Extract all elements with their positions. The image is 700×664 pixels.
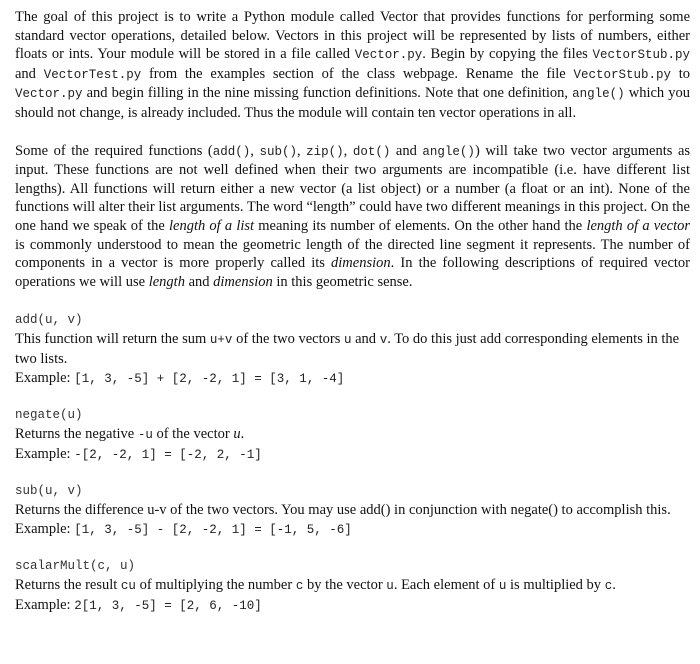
- intro-text: and begin filling in the nine missing function definitions. Note that one definition,: [82, 85, 573, 102]
- italic-term: length: [148, 273, 185, 290]
- body-text: in this geometric sense.: [272, 273, 413, 290]
- body-text: ) will take two vector arguments as input. These functions are not well defined when their two arguments are incompatible (i.e. have different list lengths). All functions will return either a new vector (a list object) or a number (a float or an int). None of the functions will alter their list arguments. The word “length” could have two different meanings in this project. On the one hand we speak of the: [15, 142, 691, 234]
- code-span: angle(): [422, 144, 475, 159]
- desc-text: Returns the negative: [15, 426, 138, 443]
- function-description: [15, 330, 690, 368]
- function-description: [15, 425, 690, 445]
- code-span: angle(): [572, 87, 625, 102]
- italic-term: length of a vector: [586, 217, 691, 234]
- function-description: Returns the difference u-v of the two vectors. You may use add() in conjunction with negate() to accomplish this.: [15, 502, 671, 519]
- code-span: u+v: [209, 333, 233, 348]
- example-label: Example:: [15, 369, 75, 386]
- code-span: -u: [137, 428, 153, 443]
- code-span: sub(): [259, 144, 297, 159]
- code-span: c: [295, 579, 304, 594]
- code-span: cu: [120, 579, 136, 594]
- code-span: c: [604, 579, 613, 594]
- intro-text: which you should not change, is already included. Thus the module will contain ten vector operations in all.: [15, 85, 691, 121]
- example-label: Example:: [15, 445, 75, 462]
- function-signature: negate(u): [15, 408, 83, 423]
- body-text: meaning its number of elements. On the other hand the: [254, 217, 587, 234]
- desc-text: by the vector: [303, 577, 387, 594]
- function-example: [15, 520, 690, 540]
- italic-term: u: [233, 426, 241, 443]
- code-span: Vector.py: [354, 48, 423, 63]
- function-scalarmult: [15, 557, 690, 615]
- code-span: u: [498, 579, 507, 594]
- intro-paragraph: [15, 8, 690, 123]
- code-span: VectorTest.py: [43, 67, 142, 82]
- function-sub: [15, 482, 690, 539]
- function-example: [15, 369, 690, 389]
- example-label: Example:: [15, 520, 75, 537]
- intro-text: and: [15, 65, 44, 82]
- intro-text: The goal of this project is to write a Python module called Vector that provides functions for performing some standard vector operations, detailed below. Vectors in this project will be represented by lists of numbers, either floats or ints. Your module will be stored in a file called: [15, 9, 690, 63]
- body-text: . In the following descriptions of required vector operations we will use: [15, 255, 690, 290]
- code-span: zip(): [306, 144, 344, 159]
- paragraph-gap: [15, 123, 690, 142]
- function-add: [15, 311, 690, 388]
- desc-text: Returns the result: [15, 577, 121, 594]
- example-code: [1, 3, -5] + [2, -2, 1] = [3, 1, -4]: [74, 371, 345, 386]
- code-span: v: [379, 333, 388, 348]
- body-text: ,: [296, 142, 307, 159]
- code-span: dot(): [352, 144, 391, 159]
- code-span: VectorStub.py: [592, 48, 690, 63]
- body-text: ,: [343, 142, 353, 159]
- example-label: Example:: [15, 597, 75, 614]
- italic-term: dimension: [331, 255, 391, 272]
- intro-text: from the examples section of the class webpage. Rename the file: [141, 65, 574, 82]
- function-signature: add(u, v): [15, 313, 83, 328]
- function-example: [15, 596, 690, 616]
- function-description: [15, 576, 690, 596]
- code-span: add(): [212, 144, 251, 159]
- code-span: u: [343, 333, 352, 348]
- desc-text: of the two vectors: [232, 331, 344, 348]
- body-text: and: [184, 273, 214, 290]
- function-example: [15, 445, 690, 465]
- desc-text: is multiplied by: [506, 577, 605, 594]
- italic-term: dimension: [213, 273, 273, 290]
- desc-text: and: [351, 331, 380, 348]
- example-code: 2[1, 3, -5] = [2, 6, -10]: [74, 599, 262, 614]
- function-negate: [15, 406, 690, 464]
- intro-text: . Begin by copying the files: [422, 46, 593, 63]
- body-text: is commonly understood to mean the geometric length of the directed line segment it represents. The number of components in a vector is more properly called its: [15, 236, 690, 272]
- intro-text: to: [671, 65, 691, 82]
- code-span: VectorStub.py: [573, 67, 671, 82]
- code-span: u: [386, 579, 394, 594]
- body-text: ,: [250, 142, 260, 159]
- desc-text: .: [612, 577, 616, 594]
- function-signature: scalarMult(c, u): [15, 559, 136, 574]
- desc-text: This function will return the sum: [15, 331, 210, 348]
- desc-text: . To do this just add corresponding elements in the two lists.: [15, 331, 680, 367]
- desc-text: of multiplying the number: [135, 577, 296, 594]
- function-signature: sub(u, v): [15, 484, 83, 499]
- desc-text: .: [240, 426, 245, 443]
- code-span: Vector.py: [15, 87, 83, 102]
- example-code: -[2, -2, 1] = [-2, 2, -1]: [74, 447, 262, 462]
- example-code: [1, 3, -5] - [2, -2, 1] = [-1, 5, -6]: [74, 522, 352, 537]
- body-text: and: [390, 142, 423, 159]
- length-paragraph: [15, 142, 690, 292]
- desc-text: . Each element of: [393, 577, 499, 594]
- body-text: Some of the required functions (: [15, 142, 213, 159]
- desc-text: of the vector: [152, 426, 234, 443]
- italic-term: length of a list: [168, 217, 255, 234]
